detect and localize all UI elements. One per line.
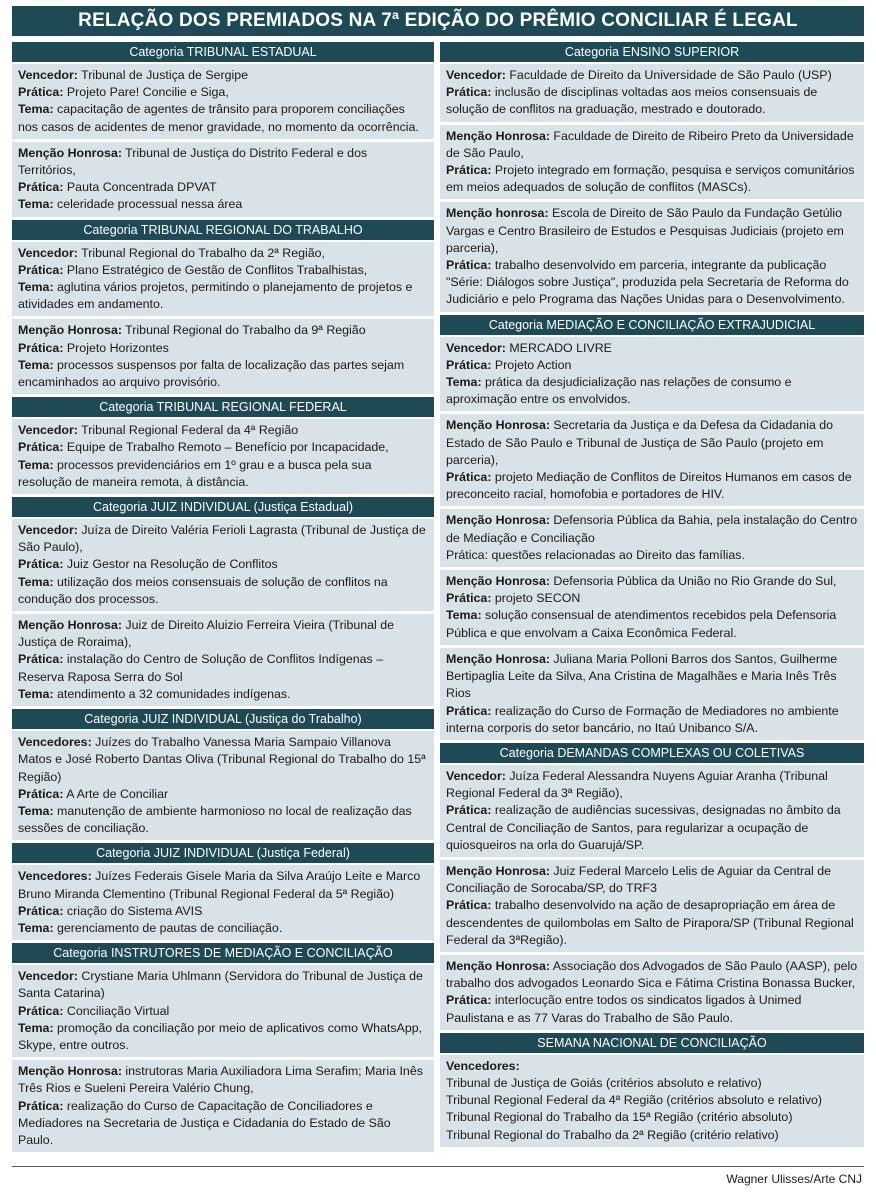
list-item: Tribunal Regional do Trabalho da 2ª Região (critério relativo) (446, 1127, 779, 1142)
entry-vencedor: Vencedor: Tribunal Regional Federal da 4ª Região Prática: Equipe de Trabalho Remoto – Benefício por Incapacidade, Tema: processos previdenciários em 1º grau e a busca pela sua resolução de maneira remota, à distância. (12, 419, 434, 494)
entry-vencedores: Vencedores: Tribunal de Justiça de Goiás (critérios absoluto e relativo) Tribunal Regional Federal da 4ª Região (critérios absoluto e relativo) Tribunal Regional do Trabalho da 15ª Região (critério absoluto) Tribunal Regional do Trabalho da 2ª Região (critério relativo) (440, 1055, 864, 1147)
category-header-mediacao: Categoria MEDIAÇÃO E CONCILIAÇÃO EXTRAJUDICIAL (440, 315, 864, 335)
entry-vencedores: Vencedores: Juízes do Trabalho Vanessa Maria Sampaio Villanova Matos e José Roberto Dantas Oliva (Tribunal Regional do Trabalho do 15ª Região) Prática: A Arte de Conciliar Tema: manutenção de ambiente harmonioso no local de realização das sessões de conciliação. (12, 731, 434, 840)
entry-mencao-honrosa: Menção Honrosa: Tribunal de Justiça do Distrito Federal e dos Territórios, Prática: Pauta Concentrada DPVAT Tema: celeridade processual nessa área (12, 142, 434, 217)
category-header-juiz-trabalho: Categoria JUIZ INDIVIDUAL (Justiça do Trabalho) (12, 709, 434, 729)
entry-vencedor: Vencedor: Faculdade de Direito da Universidade de São Paulo (USP) Prática: inclusão de disciplinas voltadas aos meios consensuais de solução de conflitos na graduação, mestrado e doutorado. (440, 64, 864, 122)
entry-mencao-honrosa: Menção Honrosa: Associação dos Advogados de São Paulo (AASP), pelo trabalho dos advogados Leonardo Sica e Fátima Cristina Bonassa Bucker, Prática: interlocução entre todos os sindicatos ligados à Unimed Paulistana e as 77 Varas do Trabalho de São Paulo. (440, 955, 864, 1030)
list-item: Tribunal Regional do Trabalho da 15ª Região (critério absoluto) (446, 1110, 793, 1125)
left-column (12, 42, 434, 1155)
entry-vencedor: Vencedor: Juíza Federal Alessandra Nuyens Aguiar Aranha (Tribunal Regional Federal da 3ª Região), Prática: realização de audiências sucessivas, designadas no âmbito da Central de Conciliação de Santos, para regularizar a ocupação de quiosqueiros na orla do Guarujá/SP. (440, 765, 864, 857)
image-credit: Wagner Ulisses/Arte CNJ (726, 1172, 862, 1186)
category-header-juiz-federal: Categoria JUIZ INDIVIDUAL (Justiça Federal) (12, 843, 434, 863)
entry-mencao-honrosa: Menção Honrosa: Defensoria Pública da União no Rio Grande do Sul, Prática: projeto SECON Tema: solução consensual de atendimentos recebidos pela Defensoria Pública e que envolvam a Caixa Econômica Federal. (440, 570, 864, 645)
entry-vencedor: Vencedor: MERCADO LIVRE Prática: Projeto Action Tema: prática da desjudicialização nas relações de consumo e aproximação entre os envolvidos. (440, 337, 864, 412)
list-item: Tribunal Regional Federal da 4ª Região (critérios absoluto e relativo) (446, 1093, 823, 1108)
category-header-tribunal-estadual: Categoria TRIBUNAL ESTADUAL (12, 42, 434, 62)
right-column (440, 42, 864, 1150)
entry-mencao-honrosa: Menção Honrosa: Secretaria da Justiça e da Defesa da Cidadania do Estado de São Paulo e Tribunal de Justiça de São Paulo (projeto em parceria), Prática: projeto Mediação de Conflitos de Direitos Humanos em casos de preconceito racial, homofobia e portadores de HIV. (440, 414, 864, 506)
entry-mencao-honrosa: Menção honrosa: Escola de Direito de São Paulo da Fundação Getúlio Vargas e Centro Brasileiro de Estudos e Pesquisas Judiciais (projeto em parceria), Prática: trabalho desenvolvido em parceria, integrante da publicação "Série: Diálogos sobre Justiça", produzida pela Secretaria de Reforma do Judiciário e pelo Programa das Nações Unidas para o Desenvolvimento. (440, 202, 864, 311)
page-title: RELAÇÃO DOS PREMIADOS NA 7ª EDIÇÃO DO PRÊMIO CONCILIAR É LEGAL (12, 6, 864, 36)
category-header-semana-nacional: SEMANA NACIONAL DE CONCILIAÇÃO (440, 1033, 864, 1053)
category-header-trt: Categoria TRIBUNAL REGIONAL DO TRABALHO (12, 220, 434, 240)
entry-mencao-honrosa: Menção Honrosa: Juliana Maria Polloni Barros dos Santos, Guilherme Bertipaglia Leite da Silva, Ana Cristina de Magalhães e Maria Inês Três Rios Prática: realização do Curso de Formação de Mediadores no ambiente interna corporis do setor bancário, no Itaú Unibanco S/A. (440, 648, 864, 740)
category-header-juiz-estadual: Categoria JUIZ INDIVIDUAL (Justiça Estadual) (12, 497, 434, 517)
entry-mencao-honrosa: Menção Honrosa: instrutoras Maria Auxiliadora Lima Serafim; Maria Inês Três Rios e Sueleni Pereira Valério Chung, Prática: realização do Curso de Capacitação de Conciliadores e Mediadores na Secretaria de Justiça e Cidadania do Estado de São Paulo. (12, 1060, 434, 1152)
entry-vencedores: Vencedores: Juízes Federais Gisele Maria da Silva Araújo Leite e Marco Bruno Miranda Clementino (Tribunal Regional Federal da 5ª Região) Prática: criação do Sistema AVIS Tema: gerenciamento de pautas de conciliação. (12, 865, 434, 940)
category-header-trf: Categoria TRIBUNAL REGIONAL FEDERAL (12, 397, 434, 417)
entry-vencedor: Vencedor: Tribunal Regional do Trabalho da 2ª Região, Prática: Plano Estratégico de Gestão de Conflitos Trabalhistas, Tema: aglutina vários projetos, permitindo o planejamento de projetos e atividades em andamento. (12, 242, 434, 317)
entry-vencedor: Vencedor: Juíza de Direito Valéria Ferioli Lagrasta (Tribunal de Justiça de São Paulo), Prática: Juiz Gestor na Resolução de Conflitos Tema: utilização dos meios consensuais de solução de conflitos na condução dos processos. (12, 519, 434, 611)
footer-divider (12, 1166, 864, 1167)
category-header-ensino-superior: Categoria ENSINO SUPERIOR (440, 42, 864, 62)
category-header-demandas: Categoria DEMANDAS COMPLEXAS OU COLETIVAS (440, 743, 864, 763)
entry-mencao-honrosa: Menção Honrosa: Juiz Federal Marcelo Lelis de Aguiar da Central de Conciliação de Sorocaba/SP, do TRF3 Prática: trabalho desenvolvido na ação de desapropriação em área de descendentes de quilombolas em Salto de Pirapora/SP (Tribunal Regional Federal da 3ªRegião). (440, 860, 864, 952)
entry-mencao-honrosa: Menção Honrosa: Defensoria Pública da Bahia, pela instalação do Centro de Mediação e Conciliação Prática: questões relacionadas ao Direito das famílias. (440, 509, 864, 567)
entry-mencao-honrosa: Menção Honrosa: Tribunal Regional do Trabalho da 9ª Região Prática: Projeto Horizontes Tema: processos suspensos por falta de localização das partes sejam encaminhados ao arquivo provisório. (12, 319, 434, 394)
entry-mencao-honrosa: Menção Honrosa: Juiz de Direito Aluizio Ferreira Vieira (Tribunal de Justiça de Roraima), Prática: instalação do Centro de Solução de Conflitos Indígenas – Reserva Raposa Serra do Sol Tema: atendimento a 32 comunidades indígenas. (12, 614, 434, 706)
entry-vencedor: Vencedor: Tribunal de Justiça de Sergipe Prática: Projeto Pare! Concilie e Siga, Tema: capacitação de agentes de trânsito para proporem conciliações nos casos de acidentes de menor gravidade, no momento da ocorrência. (12, 64, 434, 139)
list-item: Tribunal de Justiça de Goiás (critérios absoluto e relativo) (446, 1075, 762, 1090)
entry-mencao-honrosa: Menção Honrosa: Faculdade de Direito de Ribeiro Preto da Universidade de São Paulo, Prática: Projeto integrado em formação, pesquisa e serviços comunitários em meios adequados de solução de conflitos (MASCs). (440, 125, 864, 200)
category-header-instrutores: Categoria INSTRUTORES DE MEDIAÇÃO E CONCILIAÇÃO (12, 943, 434, 963)
entry-vencedor: Vencedor: Crystiane Maria Uhlmann (Servidora do Tribunal de Justiça de Santa Catarina) Prática: Conciliação Virtual Tema: promoção da conciliação por meio de aplicativos como WhatsApp, Skype, entre outros. (12, 965, 434, 1057)
